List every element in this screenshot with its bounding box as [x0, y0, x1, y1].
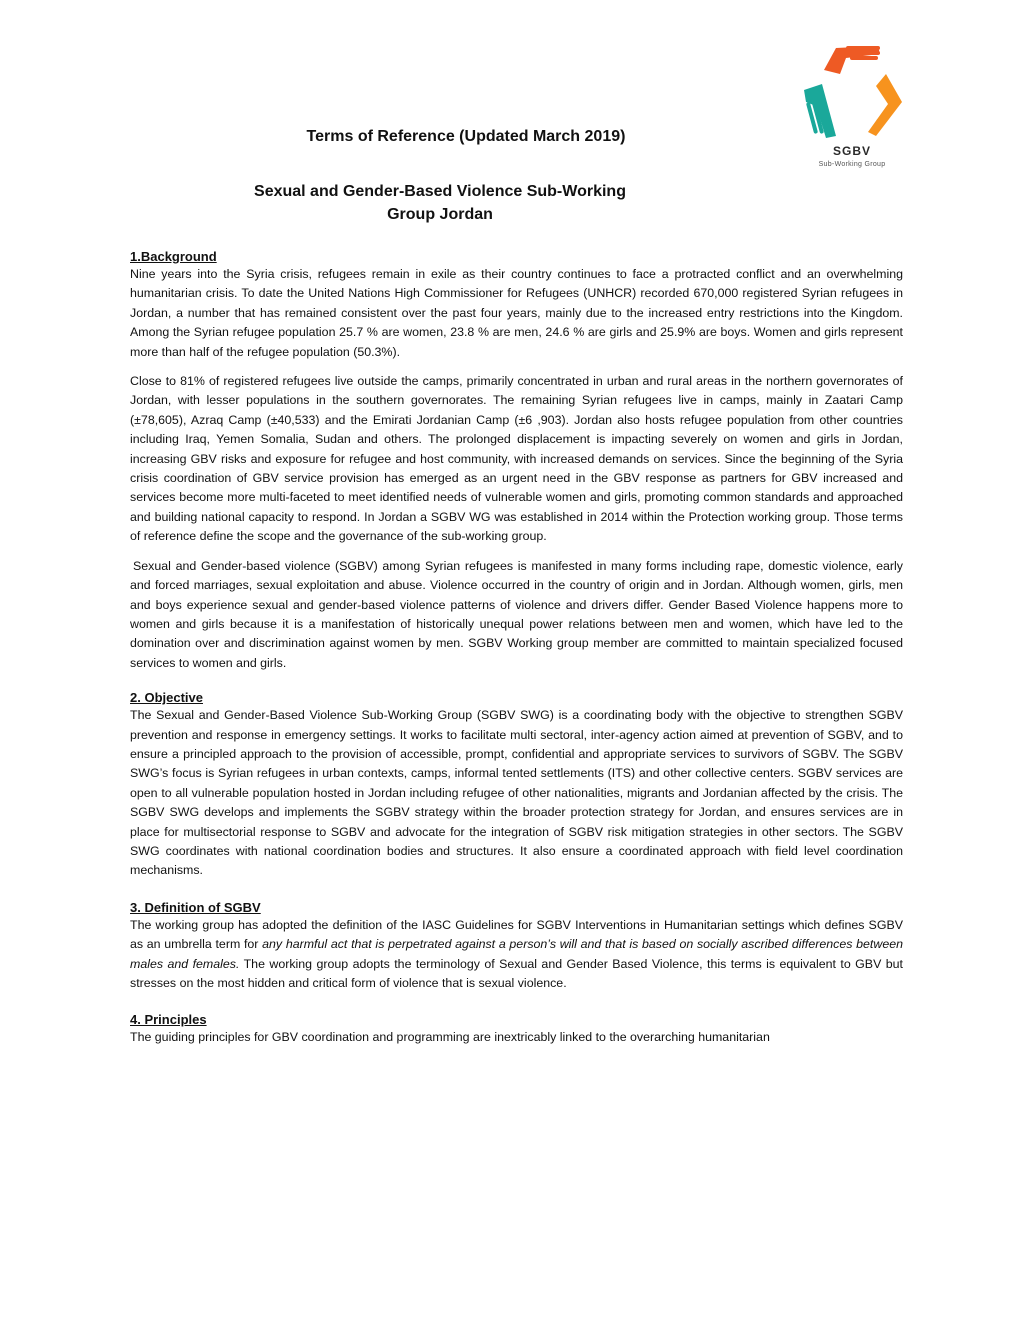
orange-hand-shape [868, 74, 902, 136]
section-principles [130, 1011, 903, 1047]
document-body [130, 248, 903, 1066]
section-heading: 1.Background [130, 249, 217, 264]
document-title-line-2: Group Jordan [387, 206, 493, 223]
paragraph: Close to 81% of registered refugees live outside the camps, primarily concentrated in urban and rural areas in the northern governorates of Jordan, with lesser populations in the southern governorates. The remaining Syrian refugees live in camps, mainly in Zaatari Camp (±78,605), Azraq Camp (±40,533) and the Emirati Jordanian Camp (±6 ,903). Jordan also hosts refugee population from other countries including Iraq, Yemen Somalia, Sudan and others. The prolonged displacement is impacting severely on women and girls in Jordan, increasing GBV risks and exposure for refugee and host community, with increased demands on services. Since the beginning of the Syria crisis coordination of GBV service provision has emerged as an urgent need in the GBV response as partners for GBV increased and services become more multi-faceted to meet identified needs of vulnerable women and girls, promoting common standards and approached and building national capacity to respond. In Jordan a SGBV WG was established in 2014 within the Protection working group. Those terms of reference define the scope and the governance of the sub-working group. [130, 374, 903, 544]
document-title-line-1: Sexual and Gender-Based Violence Sub-Working [254, 183, 626, 200]
paragraph-text: The working group has adopted the definition of the IASC Guidelines for SGBV Interventions in Humanitarian settings which defines SGBV as an umbrella term for [130, 917, 903, 952]
section-heading: 4. Principles [130, 1012, 207, 1028]
section-objective [130, 689, 903, 881]
paragraph: The Sexual and Gender-Based Violence Sub-Working Group (SGBV SWG) is a coordinating body with the objective to strengthen SGBV prevention and response in emergency settings. It works to facilitate multi sectoral, inter-agency action aimed at prevention of SGBV, and to ensure a principled approach to the provision of accessible, prompt, confidential and appropriate services to survivors of SGBV. The SGBV SWG’s focus is Syrian refugees in urban contexts, camps, informal tented settlements (ITS) and other collective centers. SGBV services are open to all vulnerable population hosted in Jordan including refugee of other nationalities, migrants and Jordanian affected by the crisis. The SGBV SWG develops and implements the SGBV strategy within the broader protection strategy for Jordan, and ensures services are in place for multisectorial response to SGBV and advocate for the integration of SGBV risk mitigation strategies in other sectors. The SGBV SWG coordinates with national coordination bodies and structures. It also ensure a coordinated approach with field level coordination mechanisms. [130, 708, 903, 878]
logo-title: SGBV [832, 144, 871, 158]
section-heading: 2. Objective [130, 690, 203, 706]
paragraph: Nine years into the Syria crisis, refugees remain in exile as their country continues to face a protracted conflict and an overwhelming humanitarian crisis. To date the United Nations High Commissioner for Refugees (UNHCR) recorded 670,000 registered Syrian refugees in Jordan, a number that has remained consistent over the past four years, mainly due to the increased entry restrictions into the Kingdom. Among the Syrian refugee population 25.7 % are women, 23.8 % are men, 24.6 % are girls and 25.9% are boys. Women and girls represent more than half of the refugee population (50.3%). [130, 267, 903, 359]
emphasized-definition: any harmful act that is perpetrated against a person’s will and that is based on socially ascribed differences between males and females. [130, 937, 903, 971]
paragraph-text: The working group adopts the terminology of Sexual and Gender Based Violence, this terms is equivalent to GBV but stresses on the most hidden and critical form of violence that is sexual violence. [130, 956, 903, 990]
section-background [130, 248, 903, 673]
logo-subtitle: Sub-Working Group [818, 161, 886, 168]
paragraph: Sexual and Gender-based violence (SGBV) among Syrian refugees is manifested in many forms including rape, domestic violence, early and forced marriages, sexual exploitation and abuse. Violence occurred in the country of origin and in Jordan. Although women, girls, men and boys experience sexual and gender-based violence patterns of violence and drivers differ. Gender Based Violence happens more to women and girls because it is a manifestation of historically unequal power relations between men and women, which have led to the domination over and discrimination against women by men. SGBV Working group member are committed to maintain specialized focused services to women and girls. [130, 558, 903, 670]
section-heading: 3. Definition of SGBV [130, 899, 261, 915]
sgbv-logo [796, 40, 908, 180]
paragraph: The guiding principles for GBV coordination and programming are inextricably linked to the overarching humanitarian [130, 1030, 770, 1045]
teal-hand-shape [804, 84, 836, 138]
orange-red-hand-shape [824, 46, 880, 74]
section-definition [130, 899, 903, 994]
terms-of-reference-title: Terms of Reference (Updated March 2019) [306, 128, 626, 145]
document-title [190, 180, 690, 226]
paragraph [130, 916, 903, 994]
three-hands-icon [796, 40, 908, 144]
